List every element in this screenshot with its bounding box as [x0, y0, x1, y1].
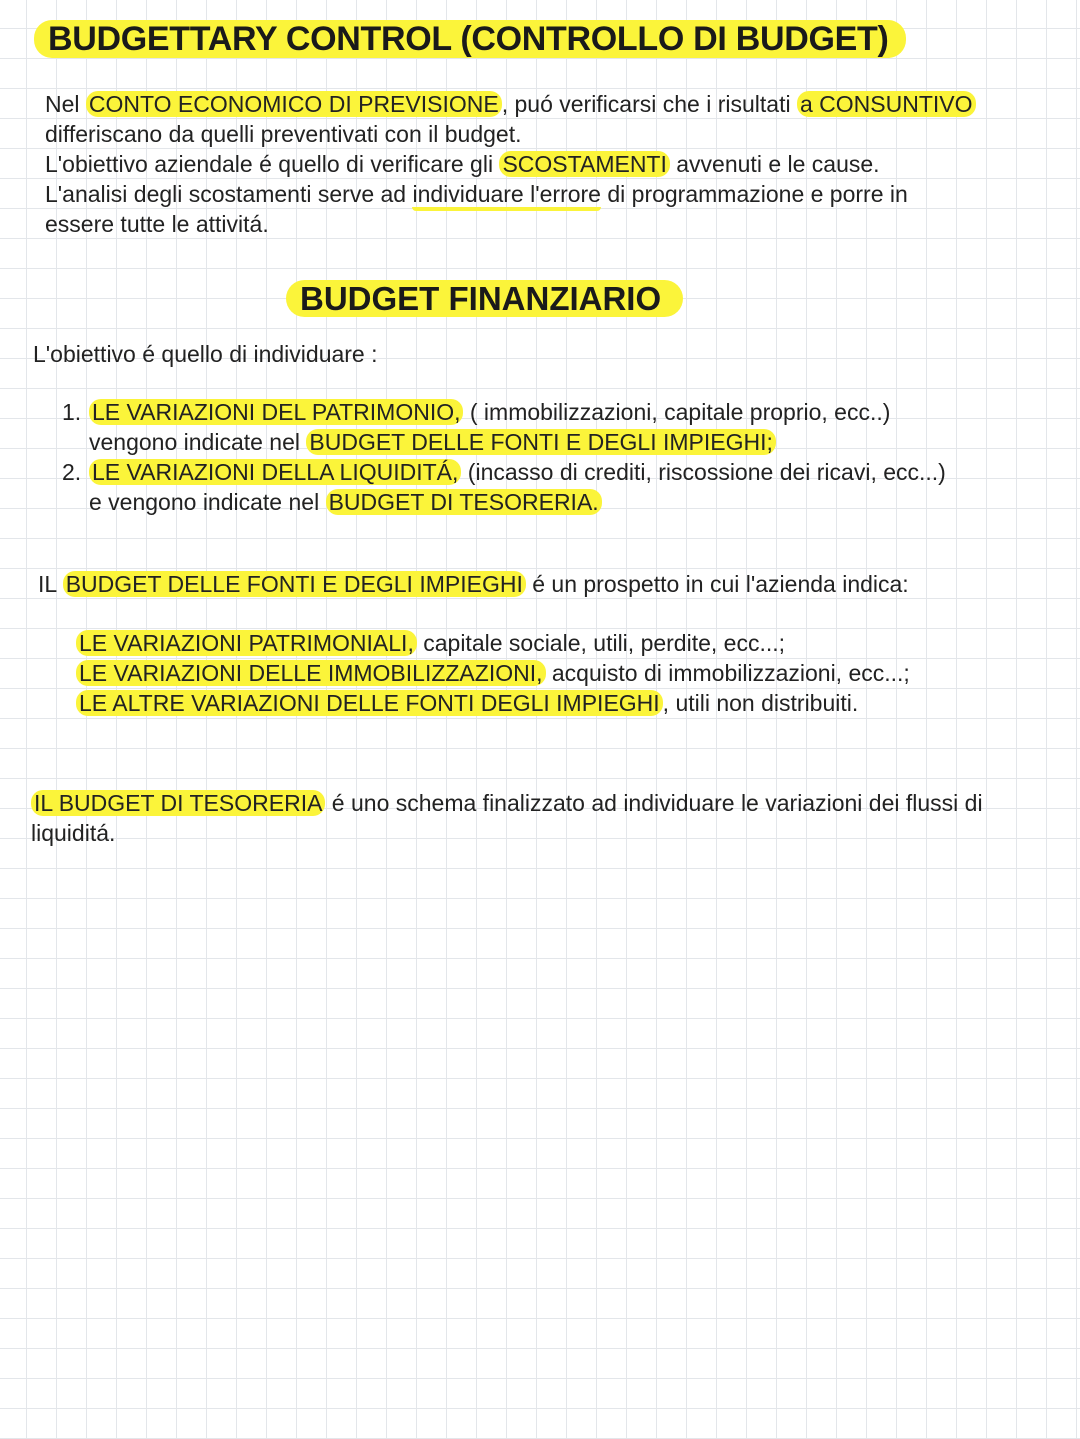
- highlight-variazioni-immobilizzazioni: LE VARIAZIONI DELLE IMMOBILIZZAZIONI,: [76, 660, 546, 686]
- list-item-1-line-2: vengono indicate nel BUDGET DELLE FONTI E DEGLI IMPIEGHI;: [62, 427, 946, 457]
- objective-text: L'obiettivo é quello di individuare :: [33, 341, 378, 367]
- tesoreria-line-2: liquiditá.: [31, 820, 116, 846]
- section-heading-highlight: BUDGET FINANZIARIO: [286, 280, 683, 317]
- highlight-budget-fonti-impieghi: BUDGET DELLE FONTI E DEGLI IMPIEGHI: [63, 571, 526, 597]
- highlight-consuntivo: a CONSUNTIVO: [797, 91, 976, 117]
- intro-line-2: differiscano da quelli preventivati con il budget.: [45, 121, 522, 147]
- highlight-variazioni-patrimoniali: LE VARIAZIONI PATRIMONIALI,: [76, 630, 417, 656]
- intro-line-1: Nel CONTO ECONOMICO DI PREVISIONE , puó verificarsi che i risultati a CONSUNTIVO: [45, 89, 976, 119]
- variation-row-2: LE VARIAZIONI DELLE IMMOBILIZZAZIONI, acquisto di immobilizzazioni, ecc...;: [76, 658, 910, 688]
- underline-individuare: individuare l'errore: [412, 181, 600, 211]
- document-title: [34, 20, 906, 59]
- intro-line-4: L'analisi degli scostamenti serve ad individuare l'errore di programmazione e porre in: [45, 179, 976, 209]
- highlight-altre-variazioni: LE ALTRE VARIAZIONI DELLE FONTI DEGLI IMPIEGHI: [76, 690, 663, 716]
- title-highlight: BUDGETTARY CONTROL (CONTROLLO DI BUDGET): [34, 20, 906, 58]
- fonti-paragraph: IL BUDGET DELLE FONTI E DEGLI IMPIEGHI é un prospetto in cui l'azienda indica:: [38, 571, 909, 597]
- variation-row-1: LE VARIAZIONI PATRIMONIALI, capitale sociale, utili, perdite, ecc...;: [76, 628, 910, 658]
- highlight-budget-di-tesoreria: IL BUDGET DI TESORERIA: [31, 790, 325, 816]
- list-item-1: 1. LE VARIAZIONI DEL PATRIMONIO, ( immobilizzazioni, capitale proprio, ecc..): [62, 399, 891, 425]
- highlight-budget-tesoreria: BUDGET DI TESORERIA.: [326, 489, 602, 515]
- section-heading: [286, 280, 683, 318]
- highlight-scostamenti: SCOSTAMENTI: [499, 151, 669, 177]
- numbered-list: [62, 397, 946, 517]
- highlight-conto-economico: CONTO ECONOMICO DI PREVISIONE: [86, 91, 502, 117]
- intro-paragraph: [45, 89, 976, 239]
- intro-line-3: L'obiettivo aziendale é quello di verificare gli SCOSTAMENTI avvenuti e le cause.: [45, 151, 880, 177]
- list-number: 2.: [62, 459, 82, 485]
- variations-list: [76, 628, 910, 718]
- tesoreria-paragraph: [31, 788, 983, 848]
- highlight-variazioni-liquidita: LE VARIAZIONI DELLA LIQUIDITÁ,: [89, 459, 461, 485]
- list-number: 1.: [62, 399, 82, 425]
- highlight-budget-fonti: BUDGET DELLE FONTI E DEGLI IMPIEGHI;: [306, 429, 776, 455]
- variation-row-3: LE ALTRE VARIAZIONI DELLE FONTI DEGLI IMPIEGHI , utili non distribuiti.: [76, 688, 910, 718]
- highlight-variazioni-patrimonio: LE VARIAZIONI DEL PATRIMONIO,: [89, 399, 463, 425]
- list-item-2-line-2: e vengono indicate nel BUDGET DI TESORERIA.: [62, 487, 946, 517]
- tesoreria-line-1: IL BUDGET DI TESORERIA é uno schema finalizzato ad individuare le variazioni dei flussi di: [31, 788, 983, 818]
- intro-line-5: essere tutte le attivitá.: [45, 211, 269, 237]
- list-item-2: 2. LE VARIAZIONI DELLA LIQUIDITÁ, (incasso di crediti, riscossione dei ricavi, ecc...): [62, 459, 946, 485]
